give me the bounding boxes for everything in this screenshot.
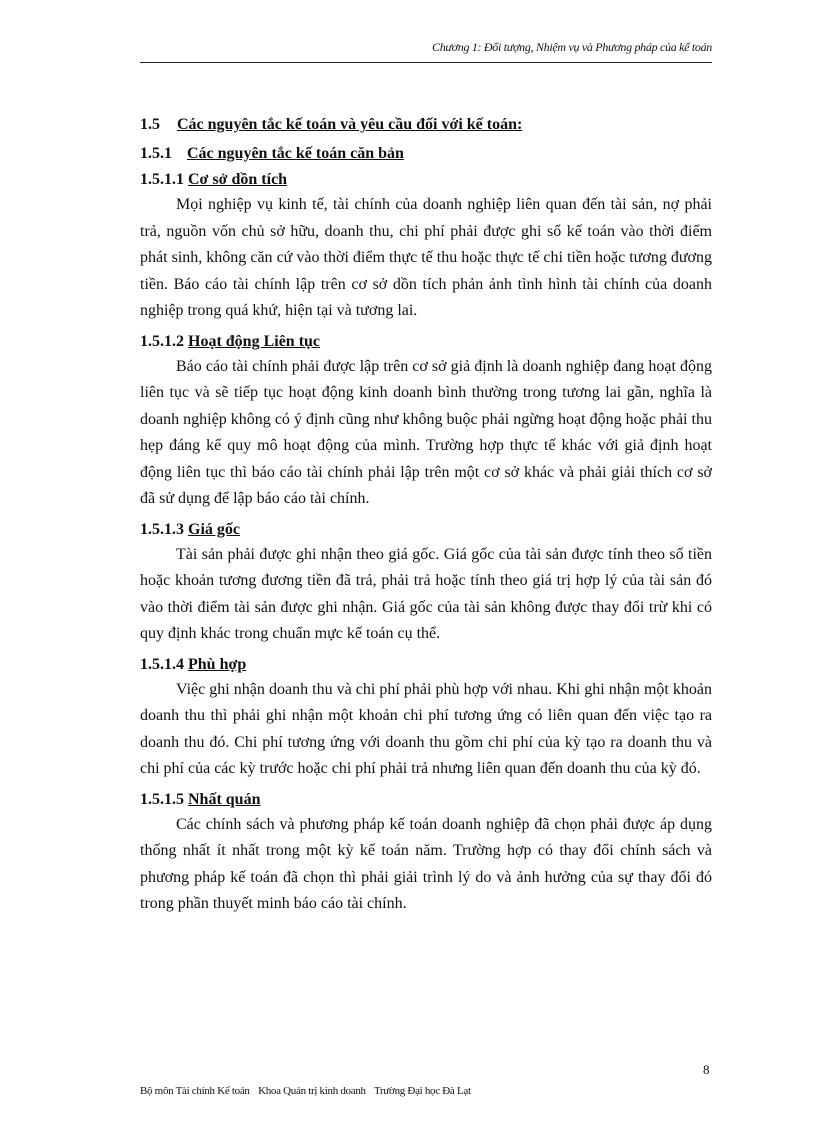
principle-number: 1.5.1.5 — [140, 790, 184, 808]
principle-text: Các chính sách và phương pháp kế toán doanh nghiệp đã chọn phải được áp dụng thống nhất ít nhất trong một kỳ kế toán năm. Trường hợp có thay đổi chính sách và phương pháp kế toán đã chọn thì phải giải trình lý do và ảnh hưởng của sự thay đổi đó trong phần thuyết minh báo cáo tài chính. — [140, 815, 712, 912]
page-content — [140, 116, 712, 918]
principle-number: 1.5.1.2 — [140, 332, 184, 350]
principle-consistency — [140, 791, 712, 918]
principle-text: Báo cáo tài chính phải được lập trên cơ sở giả định là doanh nghiệp đang hoạt động liên tục và sẽ tiếp tục hoạt động kinh doanh bình thường trong tương lai gần, nghĩa là doanh nghiệp không có ý định cũng như không buộc phải ngừng hoạt động hoặc phải thu hẹp đáng kể quy mô hoạt động của mình. Trường hợp thực tế khác với giả định hoạt động liên tục thì báo cáo tài chính phải lập trên một cơ sở khác và phải giải thích cơ sở đã sử dụng để lập báo cáo tài chính. — [140, 357, 712, 507]
principle-text: Tài sản phải được ghi nhận theo giá gốc. Giá gốc của tài sản được tính theo số tiền hoặc khoản tương đương tiền đã trả, phải trả hoặc tính theo giá trị hợp lý của tài sản đó vào thời điểm tài sản được ghi nhận. Giá gốc của tài sản không được thay đổi trừ khi có quy định khác trong chuẩn mực kế toán cụ thể. — [140, 545, 712, 642]
principle-number: 1.5.1.4 — [140, 655, 184, 673]
principle-heading — [140, 791, 712, 809]
page-footer — [140, 1085, 477, 1097]
footer-university: Trường Đại học Đà Lạt — [374, 1085, 471, 1097]
principle-title: Hoạt động Liên tục — [188, 332, 321, 350]
principle-heading — [140, 521, 712, 539]
subsection-title: Các nguyên tắc kế toán căn bản — [187, 145, 404, 162]
page-number: 8 — [703, 1062, 710, 1077]
principle-number: 1.5.1.3 — [140, 520, 184, 538]
principle-heading — [140, 656, 712, 674]
principle-going-concern — [140, 333, 712, 513]
section-title: Các nguyên tắc kế toán và yêu cầu đối với kế toán: — [177, 116, 523, 133]
section-heading — [140, 116, 712, 134]
principle-matching — [140, 656, 712, 783]
principle-historical-cost — [140, 521, 712, 648]
header-divider — [140, 62, 712, 63]
principle-title: Giá gốc — [188, 520, 240, 538]
subsection-number: 1.5.1 — [140, 145, 172, 162]
principle-heading — [140, 333, 712, 351]
principle-title: Nhất quán — [188, 790, 261, 808]
footer-department: Bộ môn Tài chính Kế toán — [140, 1085, 250, 1097]
principle-title: Phù hợp — [188, 655, 247, 673]
principle-title: Cơ sở dồn tích — [188, 171, 288, 188]
principle-number: 1.5.1.1 — [140, 171, 184, 188]
running-header: Chương 1: Đối tượng, Nhiệm vụ và Phương pháp của kế toán — [431, 40, 712, 54]
principle-heading — [140, 171, 712, 189]
section-number: 1.5 — [140, 116, 160, 133]
principle-text: Việc ghi nhận doanh thu và chi phí phải phù hợp với nhau. Khi ghi nhận một khoản doanh thu thì phải ghi nhận một khoản chi phí tương ứng có liên quan đến việc tạo ra doanh thu đó. Chi phí tương ứng với doanh thu gồm chi phí của kỳ tạo ra doanh thu và chi phí của các kỳ trước hoặc chi phí phải trả nhưng liên quan đến doanh thu của kỳ đó. — [140, 680, 712, 777]
subsection-heading — [140, 145, 712, 163]
footer-faculty: Khoa Quản trị kinh doanh — [258, 1085, 366, 1097]
principle-text: Mọi nghiệp vụ kinh tế, tài chính của doanh nghiệp liên quan đến tài sản, nợ phải trả, nguồn vốn chủ sở hữu, doanh thu, chi phí phải được ghi sổ kế toán vào thời điểm phát sinh, không căn cứ vào thời điểm thực tế thu hoặc thực tế chi tiền hoặc tương đương tiền. Báo cáo tài chính lập trên cơ sở dồn tích phản ảnh tình hình tài chính của doanh nghiệp trong quá khứ, hiện tại và tương lai. — [140, 196, 712, 319]
principle-accrual — [140, 171, 712, 325]
